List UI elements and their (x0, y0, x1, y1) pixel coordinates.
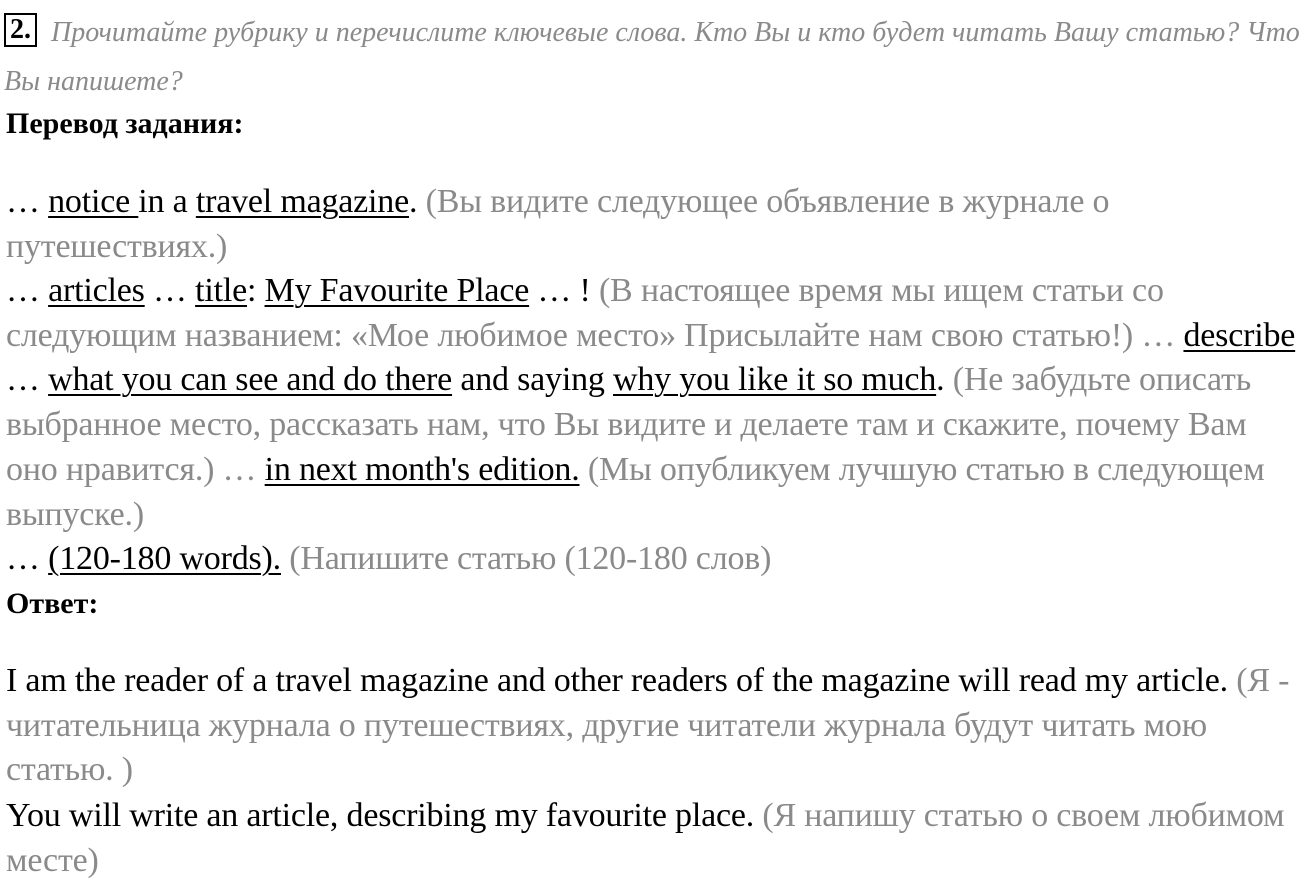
answer-paragraph-2 (6, 794, 1304, 883)
ellipsis: … ! (529, 272, 599, 309)
punctuation: : (246, 272, 265, 309)
keyword-my-favourite-place: My Favourite Place (264, 272, 530, 309)
text-in-a: in a (138, 183, 196, 220)
keyword-notice: notice (48, 183, 139, 220)
ellipsis: … (6, 183, 49, 220)
translation-heading: Перевод задания: (6, 107, 244, 140)
task-number-box: 2. (4, 13, 37, 47)
keyword-why-you-like-it: why you like it so much (613, 361, 937, 399)
task-instruction (4, 8, 1302, 106)
answer-russian: (Я напишу статью о своем любимом месте) (6, 797, 1285, 879)
russian-translation: (Напишите статью (120-180 слов) (280, 540, 772, 577)
russian-translation: (Не забудьте описать выбранное место, рассказать нам, что Вы видите и делаете там и скажите, почему Вам оно нравится.) … (6, 361, 1252, 488)
russian-translation: (В настоящее время мы ищем статьи со следующим названием: «Мое любимое место» Присылайте нам свою статью!) … (6, 272, 1184, 354)
text-and-saying: and saying (452, 361, 614, 399)
ellipsis: … (6, 361, 49, 399)
punctuation: . (936, 361, 953, 399)
russian-translation: (Мы опубликуем лучшую статью в следующем выпуске.) (6, 450, 1265, 533)
ellipsis: … (144, 272, 196, 309)
russian-translation: (Вы видите следующее объявление в журнале о путешествиях.) (6, 183, 1110, 265)
keyword-describe: describe (1183, 316, 1296, 354)
keyword-travel-magazine: travel magazine (195, 183, 409, 220)
keyword-title: title (195, 272, 247, 309)
keyword-word-count: (120-180 words). (48, 540, 281, 577)
punctuation: . (409, 183, 426, 220)
keyword-next-month-edition: in next month's edition. (264, 450, 580, 488)
answer-english: I am the reader of a travel magazine and other readers of the magazine will read my article. (6, 662, 1237, 699)
keyword-what-you-can-see: what you can see and do there (48, 361, 453, 399)
answer-english: You will write an article, describing my favourite place. (6, 797, 763, 834)
ellipsis: … (6, 540, 49, 577)
task-text: Прочитайте рубрику и перечислите ключевые слова. Кто Вы и кто будет читать Вашу статью? Что Вы напишете? (4, 17, 1300, 97)
answer-heading: Ответ: (6, 587, 99, 620)
translation-paragraph-2 (6, 269, 1304, 537)
keyword-articles: articles (48, 272, 145, 309)
answer-russian: (Я - читательница журнала о путешествиях, другие читатели журнала будут читать мою статью. ) (6, 662, 1290, 789)
answer-paragraph-1 (6, 659, 1304, 793)
translation-paragraph-1 (6, 180, 1304, 269)
translation-paragraph-3 (6, 537, 1304, 582)
ellipsis: … (6, 272, 49, 309)
